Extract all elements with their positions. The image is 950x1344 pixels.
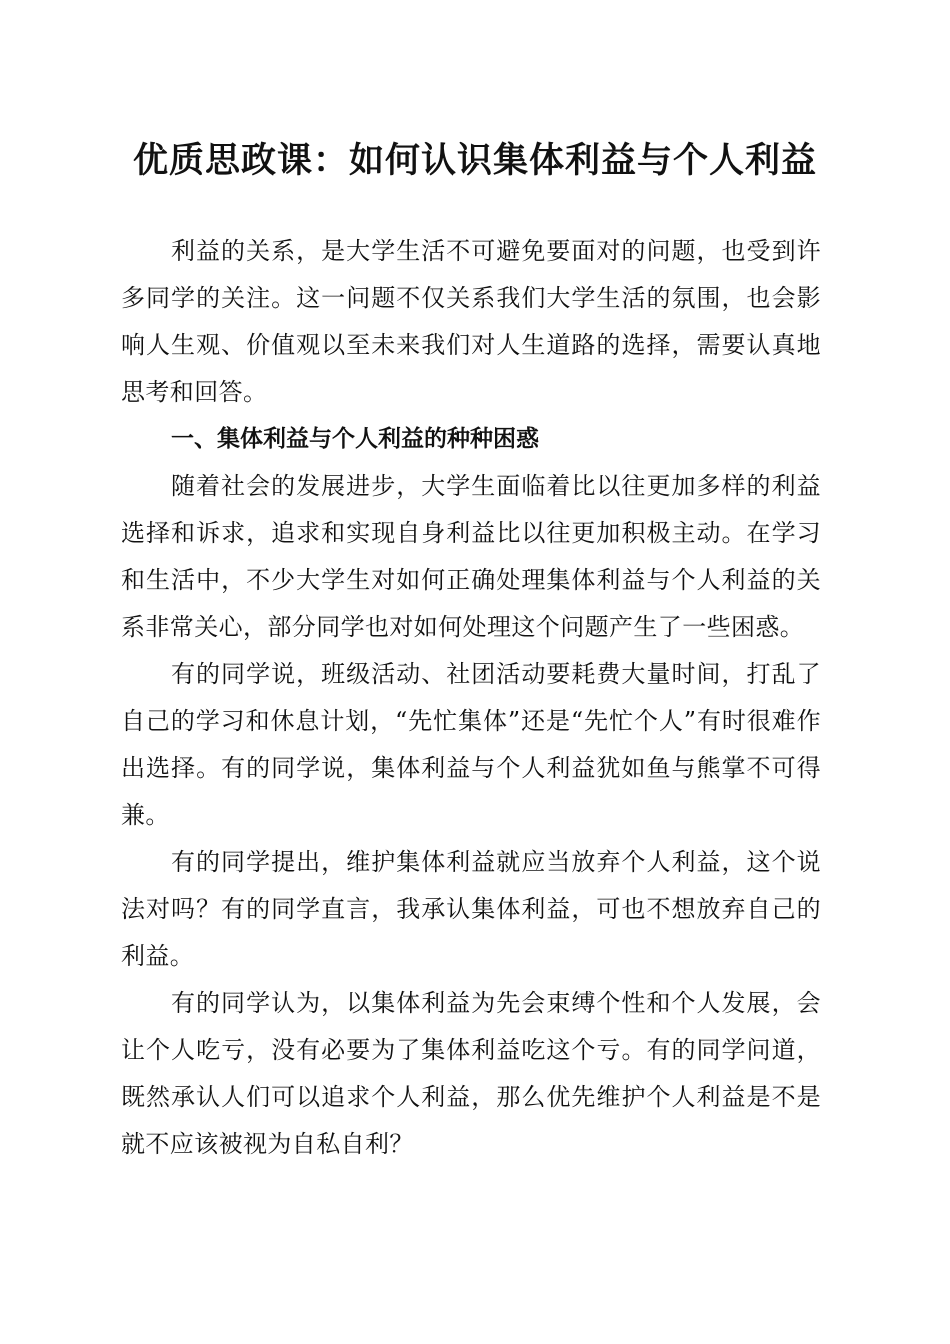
paragraph-activities: 有的同学说，班级活动、社团活动要耗费大量时间，打乱了自己的学习和休息计划，“先忙集体”还是“先忙个人”有时很难作出选择。有的同学说，集体利益与个人利益犹如鱼与熊掌不可得兼。: [121, 660, 821, 829]
paragraph-intro: 利益的关系，是大学生活不可避免要面对的问题，也受到许多同学的关注。这一问题不仅关系我们大学生活的氛围，也会影响人生观、价值观以至未来我们对人生道路的选择，需要认真地思考和回答。: [121, 237, 821, 406]
document-body: [121, 228, 821, 1168]
paragraph-maintain-collective: 有的同学提出，维护集体利益就应当放弃个人利益，这个说法对吗？有的同学直言，我承认集体利益，可也不想放弃自己的利益。: [121, 848, 821, 970]
paragraph-individuality: 有的同学认为，以集体利益为先会束缚个性和个人发展，会让个人吃亏，没有必要为了集体利益吃这个亏。有的同学问道，既然承认人们可以追求个人利益，那么优先维护个人利益是不是就不应该被视为自私自利？: [121, 989, 821, 1158]
section-heading-1: 一、集体利益与个人利益的种种困惑: [171, 426, 539, 452]
paragraph-development: 随着社会的发展进步，大学生面临着比以往更加多样的利益选择和诉求，追求和实现自身利益比以往更加积极主动。在学习和生活中，不少大学生对如何正确处理集体利益与个人利益的关系非常关心，部分同学也对如何处理这个问题产生了一些困惑。: [121, 472, 821, 641]
page-title: 优质思政课：如何认识集体利益与个人利益: [132, 140, 817, 181]
